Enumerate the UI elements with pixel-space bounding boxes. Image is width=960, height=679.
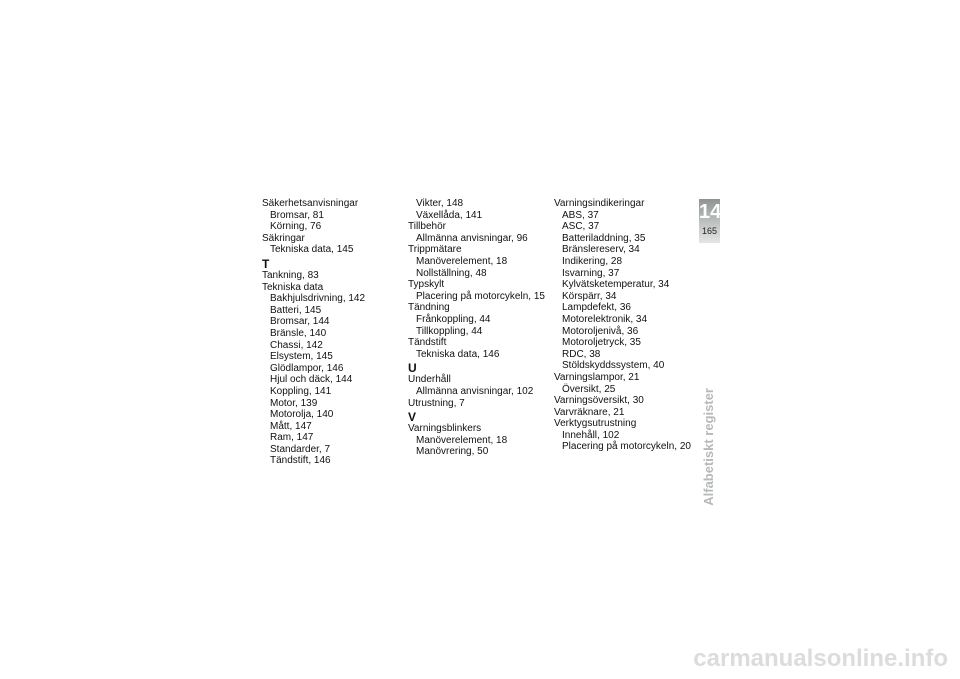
index-subentry: Bromsar, 81 bbox=[270, 209, 324, 221]
watermark: carmanualsonline.info bbox=[693, 645, 948, 672]
index-entry: Tekniska data bbox=[262, 281, 324, 293]
index-entry: Varningsindikeringar bbox=[554, 198, 645, 209]
index-subentry: Motoroljetryck, 35 bbox=[562, 337, 641, 349]
index-subentry: Manöverelement, 18 bbox=[416, 434, 508, 446]
index-entry: Varningslampor, 21 bbox=[554, 371, 640, 383]
index-subentry: Motorolja, 140 bbox=[270, 409, 334, 421]
index-subentry: Kylvätsketemperatur, 34 bbox=[562, 279, 670, 291]
index-letter-heading: V bbox=[408, 410, 417, 425]
index-entry: Varvräknare, 21 bbox=[554, 406, 625, 418]
index-subentry: Tillkoppling, 44 bbox=[416, 325, 483, 337]
index-column-1 bbox=[262, 198, 390, 467]
index-subentry: Hjul och däck, 144 bbox=[270, 374, 353, 386]
index-subentry: Placering på motorcykeln, 20 bbox=[562, 441, 691, 453]
index-subentry: Koppling, 141 bbox=[270, 385, 332, 397]
index-entry: Varningsblinkers bbox=[408, 423, 482, 435]
index-entry: Tankning, 83 bbox=[262, 269, 319, 281]
index-subentry: Indikering, 28 bbox=[562, 255, 623, 267]
index-subentry: Bromsar, 144 bbox=[270, 316, 330, 328]
index-subentry: Chassi, 142 bbox=[270, 339, 323, 351]
index-subentry: Tändstift, 146 bbox=[270, 455, 331, 467]
index-entry: Säkerhetsanvisningar bbox=[262, 198, 359, 209]
index-subentry: Allmänna anvisningar, 96 bbox=[416, 232, 528, 244]
index-entry: Säkringar bbox=[262, 232, 305, 244]
index-subentry: Standarder, 7 bbox=[270, 443, 331, 455]
index-subentry: Batteri, 145 bbox=[270, 304, 322, 316]
index-entry: Varningsöversikt, 30 bbox=[554, 395, 644, 407]
index-entry: Typskylt bbox=[408, 279, 445, 291]
index-subentry: Tekniska data, 145 bbox=[270, 244, 354, 256]
index-subentry: Innehåll, 102 bbox=[562, 429, 620, 441]
index-subentry: Placering på motorcykeln, 15 bbox=[416, 290, 545, 302]
index-subentry: Allmänna anvisningar, 102 bbox=[416, 385, 534, 397]
index-subentry: Lampdefekt, 36 bbox=[562, 302, 631, 314]
index-letter-heading: T bbox=[262, 256, 270, 271]
index-subentry: Elsystem, 145 bbox=[270, 351, 333, 363]
index-subentry: Mått, 147 bbox=[270, 420, 312, 432]
index-entry: Utrustning, 7 bbox=[408, 397, 465, 409]
index-subentry: Tekniska data, 146 bbox=[416, 348, 500, 360]
index-entry: Tillbehör bbox=[408, 221, 446, 233]
chapter-tab bbox=[699, 199, 720, 243]
index-subentry: Bränslereserv, 34 bbox=[562, 244, 640, 256]
index-subentry: RDC, 38 bbox=[562, 348, 601, 360]
index-subentry: Bakhjulsdrivning, 142 bbox=[270, 293, 366, 305]
index-subentry: Frånkoppling, 44 bbox=[416, 313, 491, 325]
index-entry: Tändstift bbox=[408, 337, 447, 349]
index-entry: Trippmätare bbox=[408, 244, 462, 256]
index-subentry: Motoroljenivå, 36 bbox=[562, 325, 639, 337]
index-subentry: Översikt, 25 bbox=[562, 383, 616, 395]
index-entry: Verktygsutrustning bbox=[554, 418, 637, 430]
index-subentry: Nollställning, 48 bbox=[416, 267, 487, 279]
index-subentry: Stöldskyddssystem, 40 bbox=[562, 360, 665, 372]
index-letter-heading: U bbox=[408, 361, 417, 376]
index-subentry: ASC, 37 bbox=[562, 221, 600, 233]
index-subentry: Motorelektronik, 34 bbox=[562, 313, 648, 325]
index-subentry: Batteriladdning, 35 bbox=[562, 232, 646, 244]
index-subentry: Bränsle, 140 bbox=[270, 327, 327, 339]
index-subentry: Vikter, 148 bbox=[416, 198, 464, 209]
index-column-3 bbox=[554, 198, 694, 453]
index-subentry: Växellåda, 141 bbox=[416, 209, 483, 221]
index-subentry: Manöverelement, 18 bbox=[416, 255, 508, 267]
chapter-number: 14 bbox=[699, 201, 722, 223]
section-side-title: Alfabetiskt register bbox=[701, 388, 716, 506]
index-subentry: Glödlampor, 146 bbox=[270, 362, 344, 374]
index-subentry: Motor, 139 bbox=[270, 397, 318, 409]
index-subentry: ABS, 37 bbox=[562, 209, 599, 221]
index-subentry: Ram, 147 bbox=[270, 432, 314, 444]
index-subentry: Manövrering, 50 bbox=[416, 446, 489, 458]
index-subentry: Körspärr, 34 bbox=[562, 290, 617, 302]
index-column-2 bbox=[408, 198, 548, 458]
index-subentry: Körning, 76 bbox=[270, 221, 322, 233]
index-entry: Underhåll bbox=[408, 374, 451, 386]
index-entry: Tändning bbox=[408, 302, 450, 314]
index-subentry: Isvarning, 37 bbox=[562, 267, 620, 279]
page-number: 165 bbox=[701, 226, 718, 236]
